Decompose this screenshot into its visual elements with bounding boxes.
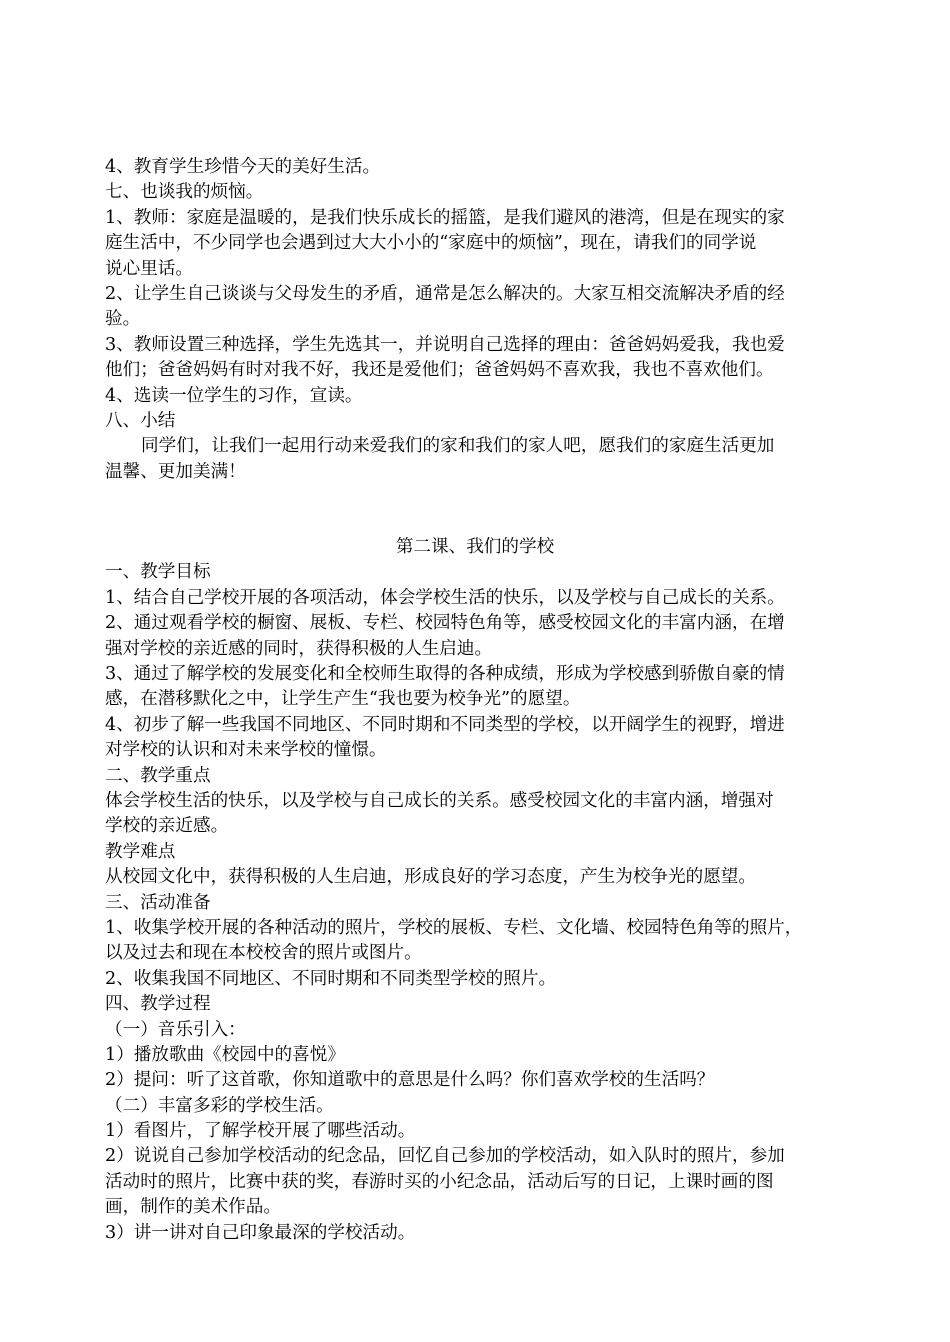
text-line: 他们；爸爸妈妈有时对我不好，我还是爱他们；爸爸妈妈不喜欢我，我也不喜欢他们。 xyxy=(105,360,774,381)
text-line: 活动时的照片，比赛中获的奖，春游时买的小纪念品，活动后写的日记，上课时画的图 xyxy=(105,1171,774,1192)
section-previous-lesson xyxy=(105,155,845,434)
text-line: 2、让学生自己谈谈与父母发生的矛盾，通常是怎么解决的。大家互相交流解决矛盾的经 xyxy=(105,283,785,304)
spacer xyxy=(105,485,845,535)
text-line: 三、活动准备 xyxy=(105,892,211,913)
text-line: 说心里话。 xyxy=(105,258,193,279)
text-line: 一、教学目标 xyxy=(105,562,211,583)
lesson-title: 第二课、我们的学校 xyxy=(395,537,555,558)
text-line: 4、选读一位学生的习作，宣读。 xyxy=(105,385,363,406)
text-line: 1、教师：家庭是温暖的，是我们快乐成长的摇篮，是我们避风的港湾，但是在现实的家 xyxy=(105,207,785,228)
text-line: 从校园文化中，获得积极的人生启迪，形成良好的学习态度，产生为校争光的愿望。 xyxy=(105,867,756,888)
text-line: 1）看图片，了解学校开展了哪些活动。 xyxy=(105,1121,416,1142)
text-line: 4、教育学生珍惜今天的美好生活。 xyxy=(105,157,381,177)
text-line: 2）提问：听了这首歌，你知道歌中的意思是什么吗？你们喜欢学校的生活吗？ xyxy=(105,1070,715,1091)
text-line: 以及过去和现在本校校舍的照片或图片。 xyxy=(105,943,422,964)
text-line: 庭生活中，不少同学也会遇到过大大小小的“家庭中的烦恼”，现在，请我们的同学说 xyxy=(105,233,757,254)
text-line: 3、教师设置三种选择，学生先选其一，并说明自己选择的理由：爸爸妈妈爱我，我也爱 xyxy=(105,334,785,355)
text-line: 画，制作的美术作品。 xyxy=(105,1197,281,1218)
text-line: 1）播放歌曲《校园中的喜悦》 xyxy=(105,1044,345,1065)
text-line: 2、通过观看学校的橱窗、展板、专栏、校园特色角等，感受校园文化的丰富内涵，在增 xyxy=(105,613,785,634)
text-line: 2）说说自己参加学校活动的纪念品，回忆自己参加的学校活动，如入队时的照片，参加 xyxy=(105,1146,785,1167)
text-line: 强对学校的亲近感的同时，获得积极的人生启迪。 xyxy=(105,638,493,659)
text-line: （一）音乐引入： xyxy=(105,1019,246,1040)
text-line: 3、通过了解学校的发展变化和全校师生取得的各种成绩，形成为学校感到骄傲自豪的情 xyxy=(105,664,785,685)
text-line: 验。 xyxy=(105,309,141,330)
document-page xyxy=(105,155,845,1246)
text-line: 体会学校生活的快乐，以及学校与自己成长的关系。感受校园文化的丰富内涵，增强对 xyxy=(105,790,774,811)
text-line: 1、结合自己学校开展的各项活动，体会学校生活的快乐，以及学校与自己成长的关系。 xyxy=(105,587,785,608)
text-line: 3）讲一讲对自己印象最深的学校活动。 xyxy=(105,1222,416,1243)
summary-paragraph-line: 温馨、更加美满！ xyxy=(105,461,246,482)
text-line: （二）丰富多彩的学校生活。 xyxy=(105,1095,334,1116)
text-line: 二、教学重点 xyxy=(105,765,211,786)
text-line: 八、小结 xyxy=(105,410,176,431)
text-line: 学校的亲近感。 xyxy=(105,816,229,837)
summary-paragraph-line: 同学们，让我们一起用行动来爱我们的家和我们的家人吧，愿我们的家庭生活更加 xyxy=(141,436,775,457)
text-line: 感，在潜移默化之中，让学生产生“我也要为校争光”的愿望。 xyxy=(105,689,581,710)
section-lesson-two xyxy=(105,560,845,1246)
text-line: 2、收集我国不同地区、不同时期和不同类型学校的照片。 xyxy=(105,968,557,989)
text-line: 4、初步了解一些我国不同地区、不同时期和不同类型的学校，以开阔学生的视野，增进 xyxy=(105,714,785,735)
text-line: 四、教学过程 xyxy=(105,994,211,1015)
text-line: 对学校的认识和对未来学校的憧憬。 xyxy=(105,740,387,761)
text-line: 七、也谈我的烦恼。 xyxy=(105,182,264,203)
text-line: 教学难点 xyxy=(105,841,176,862)
text-line: 1、收集学校开展的各种活动的照片，学校的展板、专栏、文化墙、校园特色角等的照片， xyxy=(105,917,803,938)
